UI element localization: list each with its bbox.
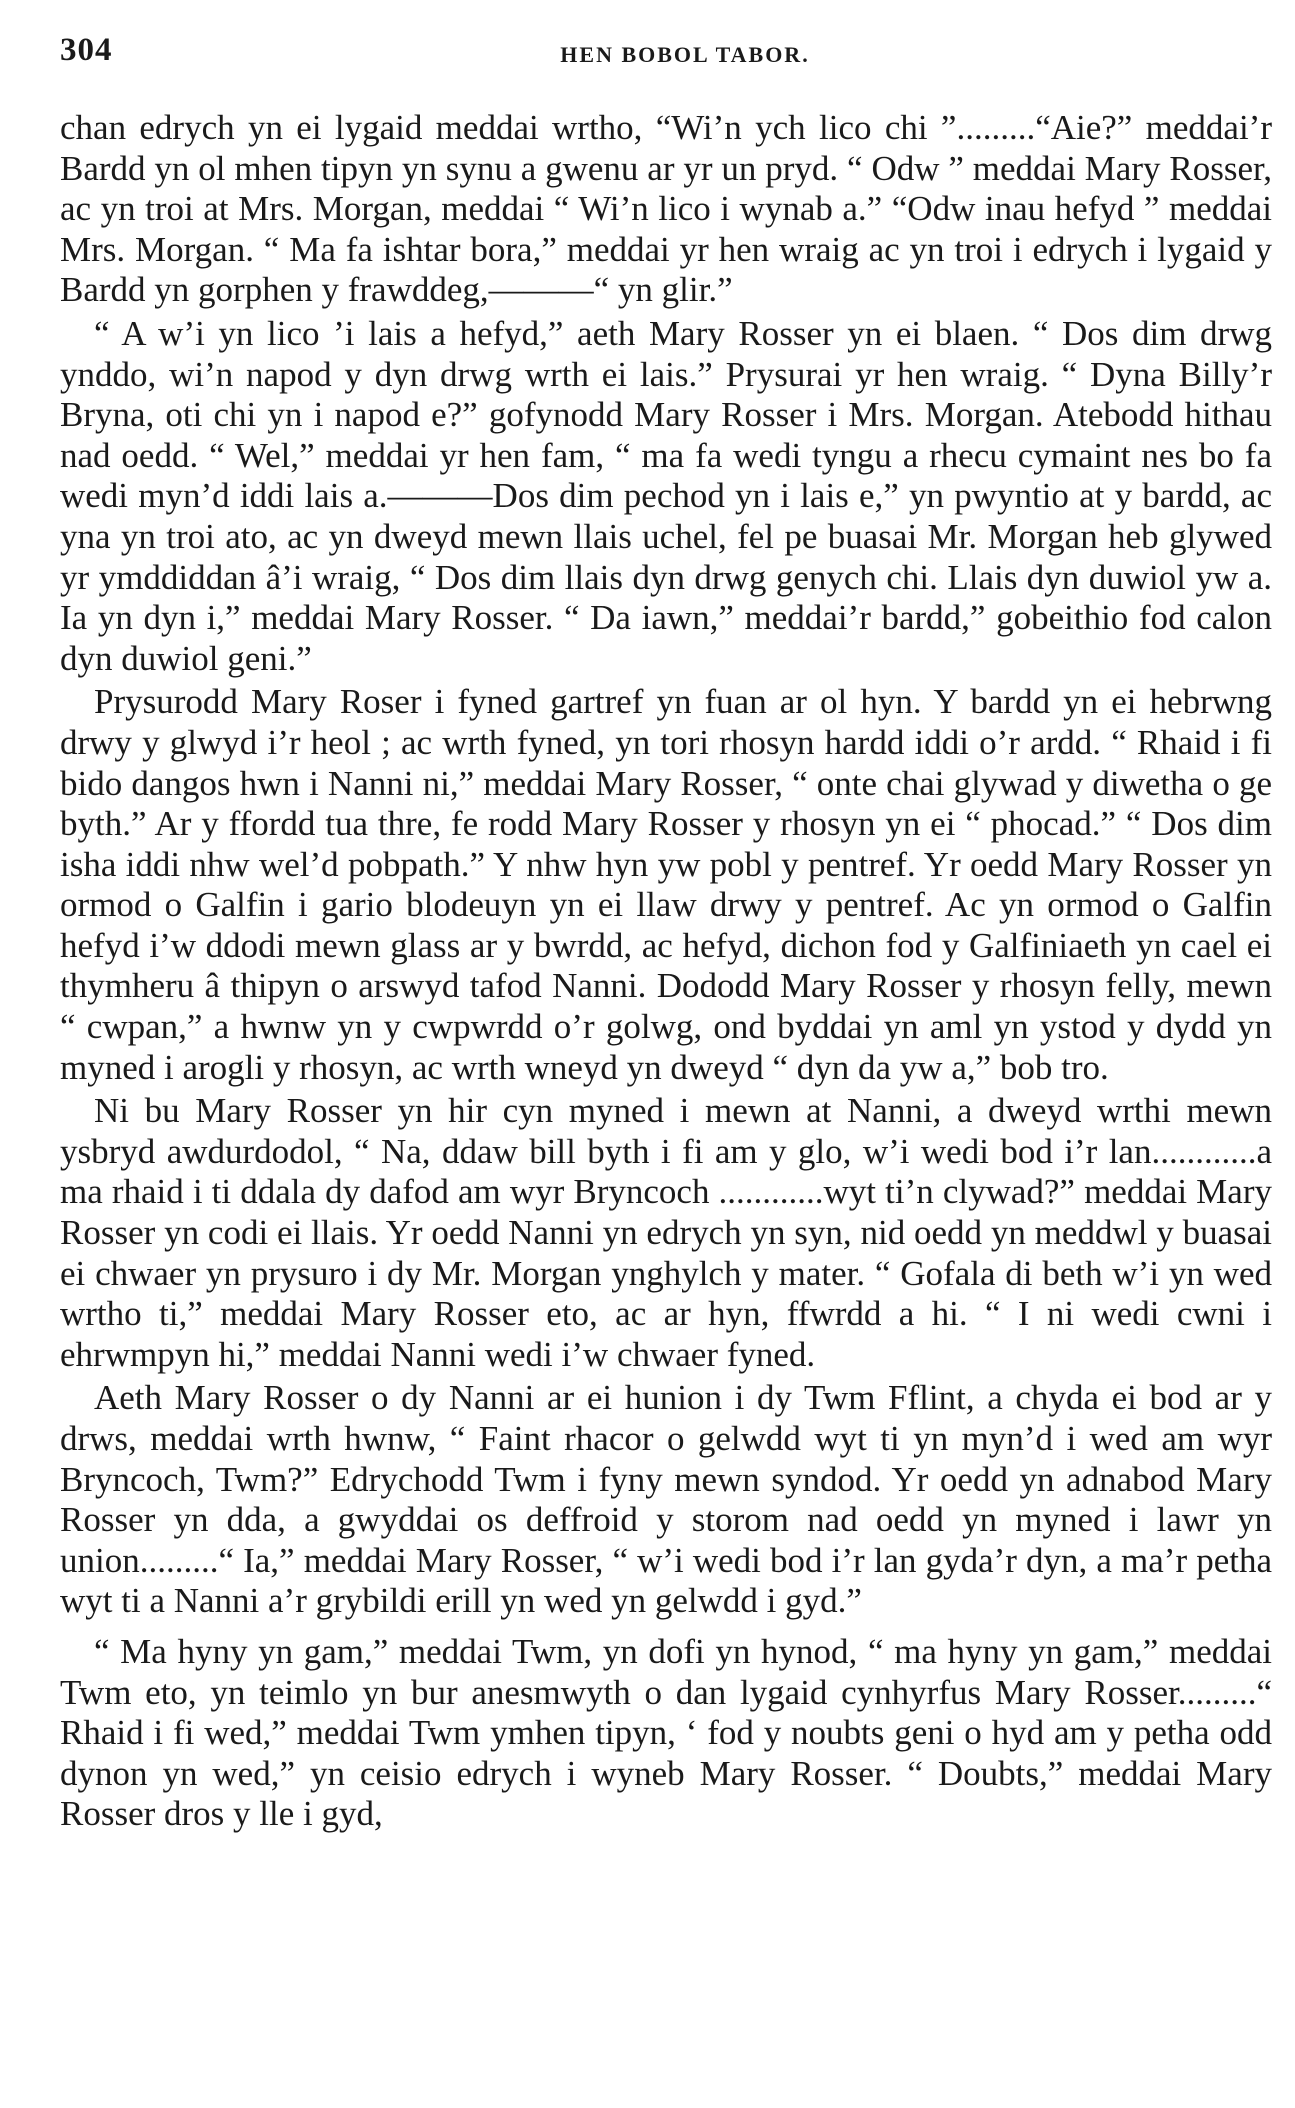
body-text (60, 108, 1272, 1838)
paragraph: Aeth Mary Rosser o dy Nanni ar ei hunion i dy Twm Fflint, a chyda ei bod ar y drws, meddai wrth hwnw, “ Faint rhacor o gelwdd wyt ti yn myn’d i wed am wyr Bryncoch, Twm?” Edrychodd Twm i fyny mewn syndod. Yr oedd yn adnabod Mary Rosser yn dda, a gwyddai os deffroid y storom nad oedd yn myned i lawr yn union.........“ Ia,” meddai Mary Rosser, “ w’i wedi bod i’r lan gyda’r dyn, a ma’r petha wyt ti a Nanni a’r grybildi erill yn wed yn gelwdd i gyd.” (60, 1378, 1272, 1621)
running-title: HEN BOBOL TABOR. (560, 42, 810, 67)
paragraph: Prysurodd Mary Roser i fyned gartref yn fuan ar ol hyn. Y bardd yn ei hebrwng drwy y glwyd i’r heol ; ac wrth fyned, yn tori rhosyn hardd iddi o’r ardd. “ Rhaid i fi bido dangos hwn i Nanni ni,” meddai Mary Rosser, “ onte chai glywad y diwetha o ge byth.” Ar y ffordd tua thre, fe rodd Mary Rosser y rhosyn yn ei “ phocad.” “ Dos dim isha iddi nhw wel’d pobpath.” Y nhw hyn yw pobl y pentref. Yr oedd Mary Rosser yn ormod o Galfin i gario blodeuyn yn ei llaw drwy y pentref. Ac yn ormod o Galfin hefyd i’w ddodi mewn glass ar y bwrdd, ac hefyd, dichon fod y Galfiniaeth yn cael ei thymheru â thipyn o arswyd tafod Nanni. Dododd Mary Rosser y rhosyn felly, mewn “ cwpan,” a hwnw yn y cwpwrdd o’r golwg, ond byddai yn aml yn ystod y dydd yn myned i arogli y rhosyn, ac wrth wneyd yn dweyd “ dyn da yw a,” bob tro. (60, 682, 1272, 1087)
page-number: 304 (60, 32, 113, 68)
page-header (60, 32, 1270, 82)
paragraph: “ Ma hyny yn gam,” meddai Twm, yn dofi yn hynod, “ ma hyny yn gam,” meddai Twm eto, yn teimlo yn bur anesmwyth o dan lygaid cynhyrfus Mary Rosser.........“ Rhaid i fi wed,” meddai Twm ymhen tipyn, ‘ fod y noubts geni o hyd am y petha odd dynon yn wed,” yn ceisio edrych i wyneb Mary Rosser. “ Doubts,” meddai Mary Rosser dros y lle i gyd, (60, 1631, 1272, 1834)
paragraph: chan edrych yn ei lygaid meddai wrtho, “Wi’n ych lico chi ”.........“Aie?” meddai’r Bardd yn ol mhen tipyn yn synu a gwenu ar yr un pryd. “ Odw ” meddai Mary Rosser, ac yn troi at Mrs. Morgan, meddai “ Wi’n lico i wynab a.” “Odw inau hefyd ” meddai Mrs. Morgan. “ Ma fa ishtar bora,” meddai yr hen wraig ac yn troi i edrych i lygaid y Bardd yn gorphen y frawddeg,———“ yn glir.” (60, 108, 1272, 310)
paragraph: “ A w’i yn lico ’i lais a hefyd,” aeth Mary Rosser yn ei blaen. “ Dos dim drwg ynddo, wi’n napod y dyn drwg wrth ei lais.” Prysurai yr hen wraig. “ Dyna Billy’r Bryna, oti chi yn i napod e?” gofynodd Mary Rosser i Mrs. Morgan. Atebodd hithau nad oedd. “ Wel,” meddai yr hen fam, “ ma fa wedi tyngu a rhecu cymaint nes bo fa wedi myn’d iddi lais a.———Dos dim pechod yn i lais e,” yn pwyntio at y bardd, ac yna yn troi ato, ac yn dweyd mewn llais uchel, fel pe buasai Mr. Morgan heb glywed yr ymddiddan â’i wraig, “ Dos dim llais dyn drwg genych chi. Llais dyn duwiol yw a. Ia yn dyn i,” meddai Mary Rosser. “ Da iawn,” meddai’r bardd,” gobeithio fod calon dyn duwiol geni.” (60, 313, 1272, 678)
paragraph: Ni bu Mary Rosser yn hir cyn myned i mewn at Nanni, a dweyd wrthi mewn ysbryd awdurdodol, “ Na, ddaw bill byth i fi am y glo, w’i wedi bod i’r lan............a ma rhaid i ti ddala dy dafod am wyr Bryncoch ............wyt ti’n clywad?” meddai Mary Rosser yn codi ei llais. Yr oedd Nanni yn edrych yn syn, nid oedd yn meddwl y buasai ei chwaer yn prysuro i dy Mr. Morgan ynghylch y mater. “ Gofala di beth w’i yn wed wrtho ti,” meddai Mary Rosser eto, ac ar hyn, ffwrdd a hi. “ I ni wedi cwni i ehrwmpyn hi,” meddai Nanni wedi i’w chwaer fyned. (60, 1091, 1272, 1374)
